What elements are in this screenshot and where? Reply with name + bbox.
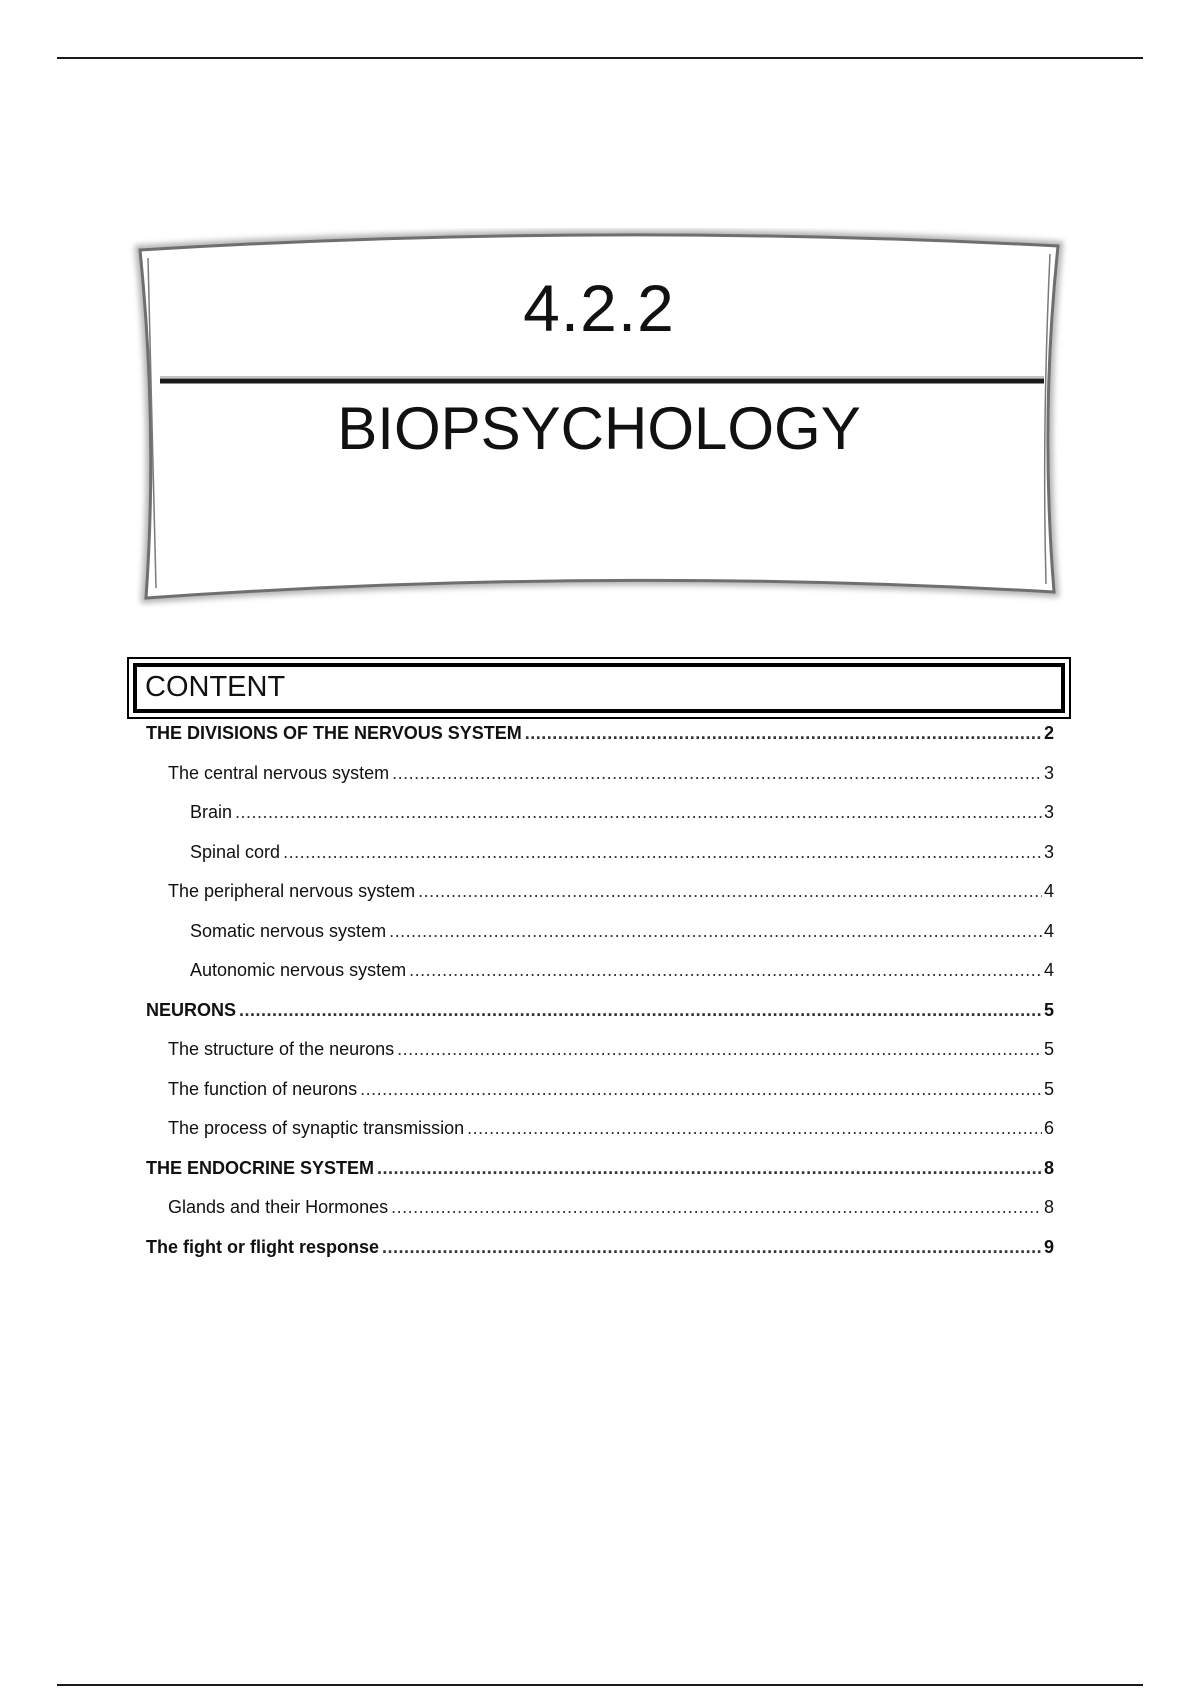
toc-entry[interactable] <box>146 1153 1054 1183</box>
toc-dot-leader <box>391 1192 1042 1222</box>
toc-page-number: 9 <box>1043 1236 1054 1257</box>
toc-entry-label: Brain <box>190 802 233 822</box>
contents-header-box <box>127 657 1071 719</box>
toc-page-number: 3 <box>1043 802 1054 822</box>
toc-page-number: 5 <box>1043 1078 1054 1099</box>
toc-entry-label: THE DIVISIONS OF THE NERVOUS SYSTEM <box>146 723 522 743</box>
toc-page-number: 8 <box>1043 1157 1054 1178</box>
toc-dot-leader <box>397 1034 1042 1064</box>
toc-dot-leader <box>409 955 1042 985</box>
toc-entry[interactable] <box>146 1113 1054 1143</box>
toc-entry[interactable] <box>146 797 1054 827</box>
toc-entry-label: Autonomic nervous system <box>190 960 407 980</box>
toc-page-number: 4 <box>1043 920 1054 941</box>
toc-entry[interactable] <box>146 876 1054 906</box>
toc-page-number: 8 <box>1043 1197 1054 1217</box>
toc-dot-leader <box>283 837 1042 867</box>
toc-entry-label: The function of neurons <box>168 1078 358 1099</box>
toc-entry-label: NEURONS <box>146 999 237 1020</box>
toc-entry[interactable] <box>146 995 1054 1025</box>
toc-entry-label: The process of synaptic transmission <box>168 1118 465 1138</box>
toc-dot-leader <box>239 995 1042 1025</box>
toc-dot-leader <box>235 797 1042 827</box>
section-title: BIOPSYCHOLOGY <box>337 395 861 462</box>
toc-page-number: 2 <box>1043 723 1054 743</box>
header-rule <box>57 57 1143 59</box>
toc-dot-leader <box>418 876 1042 906</box>
toc-entry[interactable] <box>146 955 1054 985</box>
section-number: 4.2.2 <box>523 271 675 345</box>
toc-page-number: 6 <box>1043 1118 1054 1138</box>
toc-dot-leader <box>382 1232 1042 1262</box>
toc-dot-leader <box>377 1153 1042 1183</box>
toc-entry[interactable] <box>146 1074 1054 1104</box>
toc-dot-leader <box>467 1113 1042 1143</box>
toc-entry[interactable] <box>146 1192 1054 1222</box>
toc-page-number: 4 <box>1043 881 1054 901</box>
toc-entry-label: Glands and their Hormones <box>168 1197 389 1217</box>
toc-entry-label: The fight or flight response <box>146 1236 379 1257</box>
toc-entry-label: The structure of the neurons <box>168 1039 395 1059</box>
toc-entry[interactable] <box>146 837 1054 867</box>
toc-entry[interactable] <box>146 758 1054 788</box>
toc-entry[interactable] <box>146 916 1054 946</box>
toc-entry-label: Spinal cord <box>190 841 281 862</box>
toc-page-number: 4 <box>1043 960 1054 980</box>
contents-heading: CONTENT <box>145 671 286 703</box>
toc-page-number: 5 <box>1043 1039 1054 1059</box>
toc-page-number: 3 <box>1043 762 1054 783</box>
title-card <box>128 228 1070 614</box>
toc-dot-leader <box>525 718 1042 748</box>
toc-entry[interactable] <box>146 1232 1054 1262</box>
toc-page-number: 3 <box>1043 841 1054 862</box>
footer-rule <box>57 1684 1143 1686</box>
toc-dot-leader <box>360 1074 1042 1104</box>
toc-dot-leader <box>389 916 1042 946</box>
toc-entry-label: The central nervous system <box>168 762 390 783</box>
toc-entry[interactable] <box>146 718 1054 748</box>
toc-entry-label: Somatic nervous system <box>190 920 387 941</box>
toc-entry-label: THE ENDOCRINE SYSTEM <box>146 1157 375 1178</box>
toc-entry-label: The peripheral nervous system <box>168 881 416 901</box>
toc-dot-leader <box>392 758 1042 788</box>
toc-entry[interactable] <box>146 1034 1054 1064</box>
toc-page-number: 5 <box>1043 999 1054 1020</box>
